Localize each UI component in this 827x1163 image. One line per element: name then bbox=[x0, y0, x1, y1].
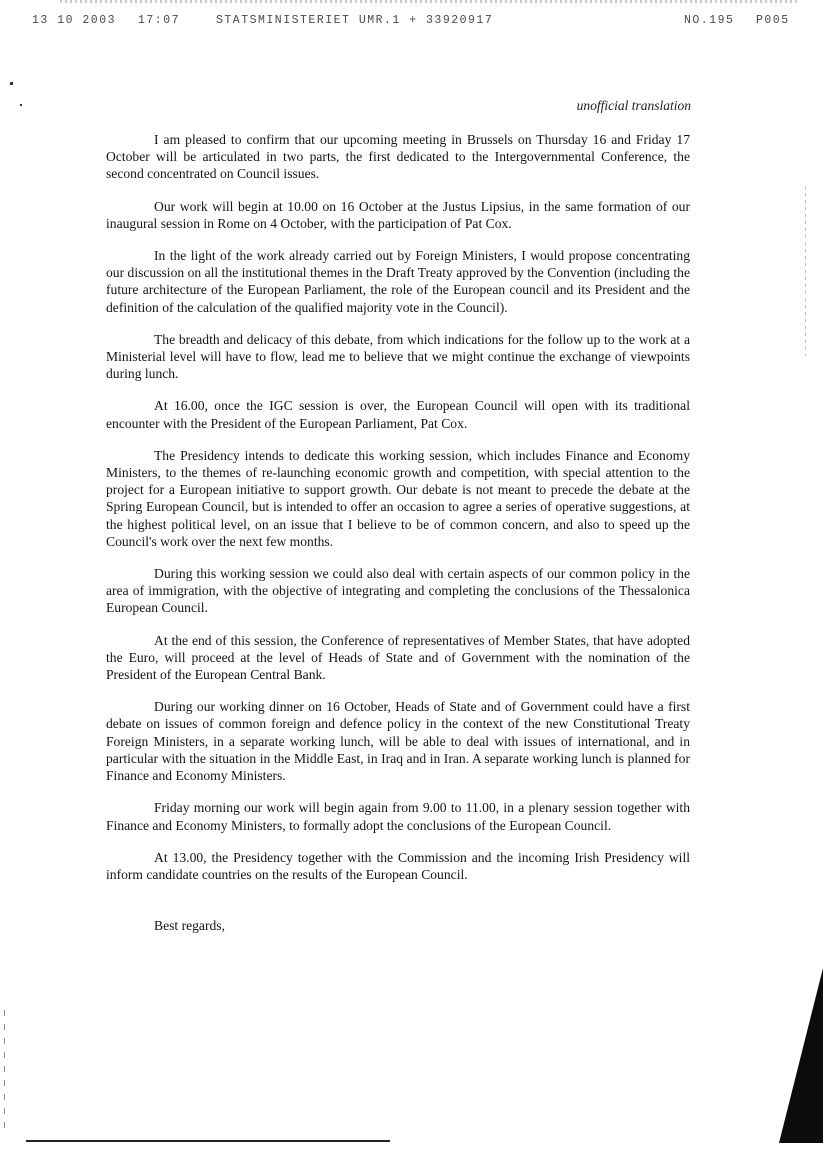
letter-body bbox=[106, 131, 690, 949]
paragraph: In the light of the work already carried out by Foreign Ministers, I would propose concentrating our discussion on all the institutional themes in the Draft Treaty approved by the Convention (including the future architecture of the European Parliament, the role of the European council and its President and the definition of the calculation of the qualified majority vote in the Council). bbox=[106, 248, 690, 315]
fax-page-number: NO.195 bbox=[684, 14, 735, 27]
closing-salutation: Best regards, bbox=[154, 918, 225, 934]
scan-artifact-edge bbox=[4, 1010, 5, 1130]
fax-page-code: P005 bbox=[756, 14, 790, 27]
paragraph: The Presidency intends to dedicate this working session, which includes Finance and Economy Ministers, to the themes of re-launching economic growth and competition, with special attention to the project for a European initiative to support growth. Our debate is not meant to precede the debate at the Spring European Council, but is intended to offer an occasion to agree a series of operative suggestions, at the highest political level, on an issue that I believe to be of common concern, and also to speed up the Council's work over the next few months. bbox=[106, 447, 690, 549]
scan-dark-corner bbox=[779, 968, 823, 1143]
scan-noise-top bbox=[60, 0, 800, 3]
scan-speck bbox=[20, 104, 22, 106]
fax-time: 17:07 bbox=[138, 14, 181, 27]
fax-transmission-header bbox=[0, 14, 827, 34]
paragraph: The breadth and delicacy of this debate, from which indications for the follow up to the work at a Ministerial level will have to flow, lead me to believe that we might continue the exchange of viewpoints during lunch. bbox=[106, 331, 690, 382]
paragraph: At 16.00, once the IGC session is over, the European Council will open with its traditional encounter with the President of the European Parliament, Pat Cox. bbox=[106, 398, 690, 431]
paragraph: During our working dinner on 16 October, Heads of State and of Government could have a first debate on issues of common foreign and defence policy in the context of the new Constitutional Treaty Foreign Ministers, in a separate working lunch, will be able to deal with issues of international, and in particular with the situation in the Middle East, in Iraq and in Iran. A separate working lunch is planned for Finance and Economy Ministers. bbox=[106, 699, 690, 784]
scan-speck bbox=[10, 82, 13, 85]
paragraph: I am pleased to confirm that our upcoming meeting in Brussels on Thursday 16 and Friday 17 October will be articulated in two parts, the first dedicated to the Intergovernmental Conference, the second concentrated on Council issues. bbox=[106, 132, 690, 182]
paragraph: At 13.00, the Presidency together with the Commission and the incoming Irish Presidency will inform candidate countries on the results of the European Council. bbox=[106, 849, 690, 882]
paragraph: At the end of this session, the Conference of representatives of Member States, that have adopted the Euro, will proceed at the level of Heads of State and of Government with the nomination of the President of the European Central Bank. bbox=[106, 632, 690, 683]
scan-artifact-line bbox=[805, 186, 806, 356]
paragraph: Our work will begin at 10.00 on 16 October at the Justus Lipsius, in the same formation of our inaugural session in Rome on 4 October, with the participation of Pat Cox. bbox=[106, 198, 690, 231]
paragraph: Friday morning our work will begin again from 9.00 to 11.00, in a plenary session together with Finance and Economy Ministers, to formally adopt the conclusions of the European Council. bbox=[106, 800, 690, 833]
translation-note: unofficial translation bbox=[576, 98, 691, 113]
paragraph: During this working session we could also deal with certain aspects of our common policy in the area of immigration, with the objective of integrating and completing the conclusions of the Thessalonica European Council. bbox=[106, 566, 690, 616]
scan-bottom-rule bbox=[26, 1140, 390, 1142]
fax-date: 13 10 2003 bbox=[32, 14, 117, 27]
fax-sender-id: STATSMINISTERIET UMR.1 + 33920917 bbox=[216, 14, 494, 27]
